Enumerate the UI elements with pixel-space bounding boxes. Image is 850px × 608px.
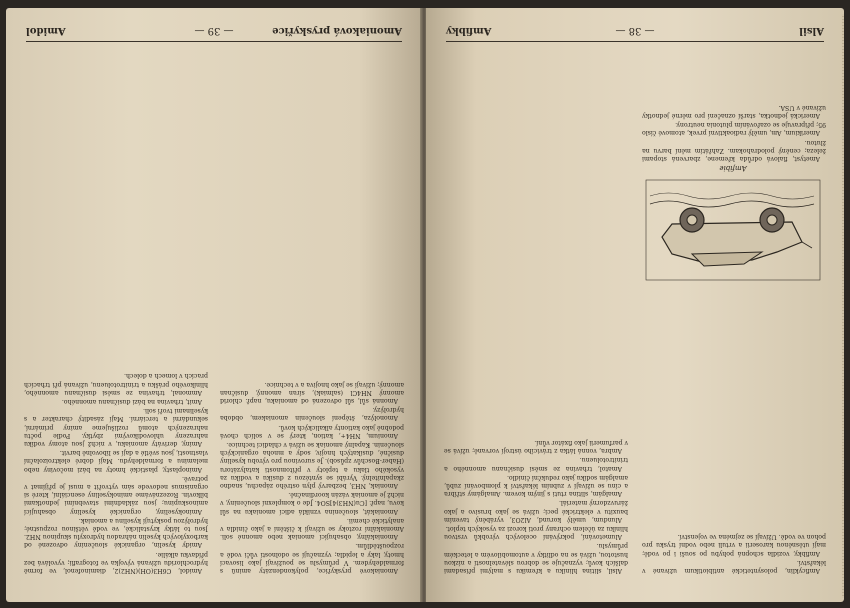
left-page-header (26, 16, 402, 36)
entry-amidy: Amidy kyselin, organické sloučeniny odvozené od karboxylových kyselin náhradou hydroxylu skupinou NH2. Jsou to látky krystalické, ve vodě většinou rozpustné; hydrolýzou poskytují kyselinu a amoniak. (24, 516, 208, 549)
right-column-1 (642, 46, 826, 574)
right-header-rule (446, 41, 824, 42)
entry-amficyklin: Amficyklin, polosyntetické antibiotikum užívané v lékařství. (642, 558, 826, 574)
entry-amoniak: Amoniak, NH3, bezbarvý plyn ostrého zápachu, snadno zkapalnitelný. Vyrábí se syntézou z dusíku a vodíku za vysokého tlaku a teploty v přítomnosti katalyzátoru (Haber-Boschův způsob). Je surovinou pro výrobu kyseliny dusičné, dusíkatých hnojiv, sody a mnoha organických sloučenin. Kapalný amoniak se užívá v chladicí technice. (220, 440, 404, 489)
entry-amidol: Amidol, C6H3(OH)(NH2)2, diaminofenol, ve formě hydrochloridu užívaná vývojka ve fotografii; vyvolává bez přídavku alkálie. (24, 550, 208, 574)
entry-amonolyza: Amonolýza, štěpení sloučenin amoniakem, obdoba hydrolýzy. (220, 406, 404, 422)
entry-aminoplasty: Aminoplasty, plastické hmoty na bázi močoviny nebo melaminu a formaldehydu. Mají dobré elektroizolační vlastnosti, jsou světlé a dají se libovolně barvit. (24, 449, 208, 473)
right-columns (444, 46, 826, 574)
left-column-1 (220, 46, 404, 574)
right-page-number: — 38 — (615, 25, 655, 36)
entry-amit: Amit, trhavina na bázi dusičnanu amonného. (61, 397, 202, 405)
entry-amoniakalny: Amoniakálny, obsahující amoniak nebo amonné soli. Amoniakální roztoky se užívají k čištění a jako činidla v analytické chemii. (220, 516, 404, 541)
right-page-header (446, 16, 824, 36)
entry-amoniakove-pryskyrice: Amoniakové pryskyřice, polykondenzáty aminů s formaldehydem. V průmyslu se používají jako lisovací hmoty, laky a lepidla; vyznačují se odolností vůči vodě a rozpouštědlům. (220, 542, 404, 574)
entry-amfibky: Amfibky, vozidla schopná pohybu po souši i po vodě; mají utěsněnou karoserii a vrtuli nebo vodní trysku pro pohon ve vodě. Užívají se zejména ve vojenství. (642, 533, 826, 557)
left-page (6, 8, 422, 602)
entry-aminy: Aminy, deriváty amoniaku, v nichž jsou atomy vodíku nahrazeny uhlovodíkovými zbytky. Podle počtu nahrazených atomů rozlišujeme aminy primární, sekundární a terciární. Mají zásaditý charakter a s kyselinami tvoří soli. (24, 407, 208, 447)
entry-alumetovani: Alumetování, pokrývání ocelových výrobků vrstvou hliníku za účelem ochrany proti korozi za vysokých teplot. (444, 524, 628, 541)
entry-alundum: Alundum, umělý korund, Al2O3, vyráběný tavením bauxitu v elektrické peci; užívá se jako brusivo a jako žáruvzdorný materiál. (444, 499, 628, 523)
entry-amonna-sul: Amonná sůl, sůl odvozená od amoniaku, např. chlorid amonný NH4Cl (salmiak), síran amonný, dusičnan amonný; užívají se jako hnojiva a v technice. (220, 380, 404, 404)
entry-alsil: Alsil, slitina hliníku a křemíku s malými přísadami dalších kovů; vyznačuje se dobrou slévatelností a nízkou hustotou, užívá se na odlitky v automobilovém a leteckém průmyslu. (444, 542, 628, 574)
left-header-rule (26, 41, 402, 42)
amphibious-car-drawing (644, 178, 822, 282)
entry-aminokyseliny: Aminokyseliny, organické kyseliny obsahující aminoskupinu; jsou základními stavebními jednotkami bílkovin. Rozeznáváme aminokyseliny esenciální, které si organismus nedovede sám vytvořit a musí je přijímat v potravě. (24, 474, 208, 515)
left-columns (24, 46, 404, 574)
right-page-keyword: Amfibky (446, 25, 492, 36)
right-page (426, 8, 844, 602)
entry-amonium: Amonium, NH4+, kation, který se v solích chová podobně jako kationty alkalických kovů. (220, 423, 404, 439)
entry-amoniakat: Amoniakát, sloučenina vzniklá adicí amoniaku na sůl kovu, např. [Cu(NH3)4]SO4. Jde o komplexní sloučeniny, v nichž je amoniak vázán koordinačně. (220, 491, 404, 515)
left-page-keyword: Amidol (26, 25, 66, 36)
left-column-2 (24, 46, 208, 574)
entry-americka-jednotka: Americká jednotka, starší označení pro měrné jednotky užívané v USA. (642, 103, 826, 119)
illustration-caption: Amfibie (719, 164, 747, 173)
page-edges (842, 14, 844, 598)
entry-ammonal: Ammonal, trhavina ze směsi dusičnanu amonného, hliníkového prášku a trinitrotoluenu, užívaná při trhacích pracích v lomech a dolech. (24, 372, 208, 396)
right-page-title: Alsil (799, 25, 824, 36)
entry-ambra: Ambra, vonná látka z trávicího ústrojí vorvaně; užívá se v parfumerii jako fixátor vůní. (444, 438, 628, 455)
entry-amatol: Amatol, trhavina ze směsi dusičnanu amonného a trinitrotoluenu. (444, 456, 628, 472)
entry-amerikium: Amerikium, Am, umělý radioaktivní prvek, atomové číslo 95; připravuje se ozařováním plutonia neutrony. (642, 121, 826, 137)
entry-ametyst: Ametyst, fialová odrůda křemene, zbarvená stopami železa; ceněný polodrahokam. Zahřátím mění barvu na žlutou. (642, 138, 826, 162)
left-page-number: — 39 — (194, 25, 234, 36)
left-page-title: Amoniaková pryskyřice (272, 25, 402, 36)
right-column-2 (444, 46, 628, 574)
amphibious-vehicle-illustration (644, 164, 822, 282)
open-book (6, 8, 844, 602)
entry-amalgam: Amalgám, slitina rtuti s jiným kovem. Amalgámy stříbra a cínu se užívají v zubním lékařství k plombování zubů, amalgám sodíku jako redukční činidlo. (444, 473, 628, 498)
